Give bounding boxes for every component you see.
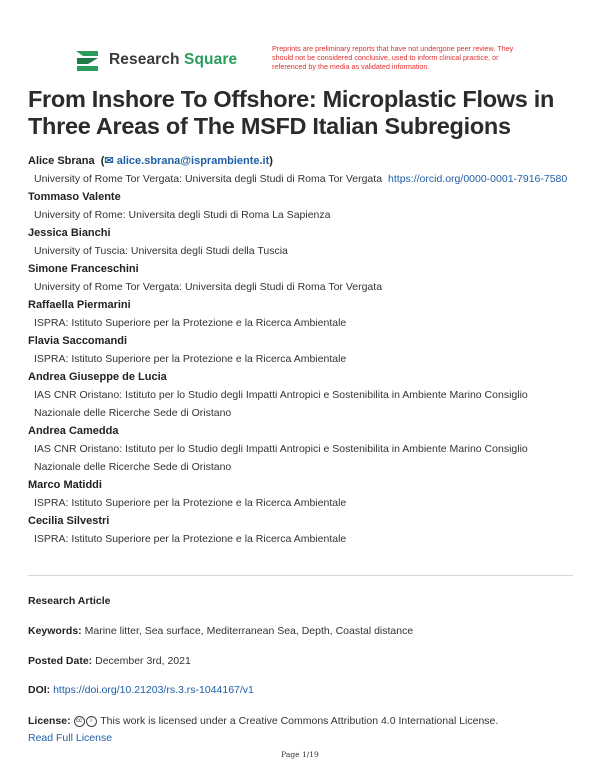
author-name: Cecilia Silvestri — [28, 515, 110, 527]
author-entry — [28, 368, 576, 422]
keywords-value: Marine litter, Sea surface, Mediterranean Sea, Depth, Coastal distance — [84, 625, 414, 637]
author-name: Marco Matiddi — [28, 479, 102, 491]
author-entry — [28, 152, 576, 188]
article-type: Research Article — [28, 595, 111, 607]
keywords-label: Keywords: — [28, 625, 82, 637]
license-line — [28, 713, 573, 747]
preprint-disclaimer: Preprints are preliminary reports that have not undergone peer review. They should not be considered conclusive, used to inform clinical practice, or referenced by the media as validated information. — [272, 44, 514, 71]
author-affiliation: ISPRA: Istituto Superiore per la Protezione e la Ricerca Ambientale — [34, 497, 347, 509]
keywords-line — [28, 625, 413, 637]
creative-commons-icon: cc — [74, 716, 85, 727]
author-affiliation: ISPRA: Istituto Superiore per la Protezione e la Ricerca Ambientale — [34, 533, 347, 545]
author-affiliation: University of Tuscia: Universita degli Studi della Tuscia — [34, 245, 288, 257]
author-list — [28, 152, 576, 548]
author-entry — [28, 296, 576, 332]
author-affiliation: IAS CNR Oristano: Istituto per lo Studio degli Impatti Antropici e Sostenibilita in Ambiente Marino Consiglio Nazionale delle Ricerche Sede di Oristano — [34, 443, 528, 473]
author-affiliation: ISPRA: Istituto Superiore per la Protezione e la Ricerca Ambientale — [34, 317, 347, 329]
doi-line — [28, 684, 254, 696]
author-entry — [28, 224, 576, 260]
logo-text: Research Square — [109, 51, 238, 68]
page-number: Page 1/19 — [281, 750, 319, 759]
posted-label: Posted Date: — [28, 655, 93, 667]
author-affiliation: IAS CNR Oristano: Istituto per lo Studio degli Impatti Antropici e Sostenibilita in Ambiente Marino Consiglio Nazionale delle Ricerche Sede di Oristano — [34, 389, 528, 419]
author-entry — [28, 422, 576, 476]
license-label: License: — [28, 715, 71, 727]
posted-date-line — [28, 655, 191, 667]
doi-label: DOI: — [28, 684, 51, 696]
license-text: This work is licensed under a Creative Commons Attribution 4.0 International License. — [100, 715, 499, 727]
author-name: Alice Sbrana (✉ alice.sbrana@isprambiente.it) — [28, 155, 273, 167]
author-entry — [28, 332, 576, 368]
author-entry — [28, 260, 576, 296]
author-name: Simone Franceschini — [28, 263, 139, 275]
section-divider — [28, 575, 573, 576]
author-affiliation: University of Rome: Universita degli Studi di Roma La Sapienza — [34, 209, 331, 221]
author-name: Raffaella Piermarini — [28, 299, 131, 311]
author-email-link[interactable]: ✉ alice.sbrana@isprambiente.it — [104, 155, 270, 167]
author-name: Jessica Bianchi — [28, 227, 111, 239]
author-name: Andrea Camedda — [28, 425, 119, 437]
paper-title: From Inshore To Offshore: Microplastic Flows in Three Areas of The MSFD Italian Subregions — [28, 86, 555, 139]
doi-link[interactable]: https://doi.org/10.21203/rs.3.rs-1044167/v1 — [53, 684, 254, 696]
author-affiliation: University of Rome Tor Vergata: Universita degli Studi di Roma Tor Vergata https://orcid.org/0000-0001-7916-7580 — [34, 173, 568, 185]
envelope-icon: ✉ — [104, 155, 114, 167]
author-name: Andrea Giuseppe de Lucia — [28, 371, 167, 383]
posted-value: December 3rd, 2021 — [95, 655, 191, 667]
author-affiliation: University of Rome Tor Vergata: Universita degli Studi di Roma Tor Vergata — [34, 281, 383, 293]
research-square-logo[interactable] — [74, 47, 237, 73]
attribution-icon: i — [86, 716, 97, 727]
logo-icon — [74, 47, 101, 73]
read-full-license-link[interactable]: Read Full License — [28, 732, 113, 744]
author-entry — [28, 476, 576, 512]
author-name: Tommaso Valente — [28, 191, 121, 203]
author-affiliation: ISPRA: Istituto Superiore per la Protezione e la Ricerca Ambientale — [34, 353, 347, 365]
author-name: Flavia Saccomandi — [28, 335, 128, 347]
orcid-link[interactable]: https://orcid.org/0000-0001-7916-7580 — [388, 173, 568, 185]
author-entry — [28, 188, 576, 224]
author-entry — [28, 512, 576, 548]
